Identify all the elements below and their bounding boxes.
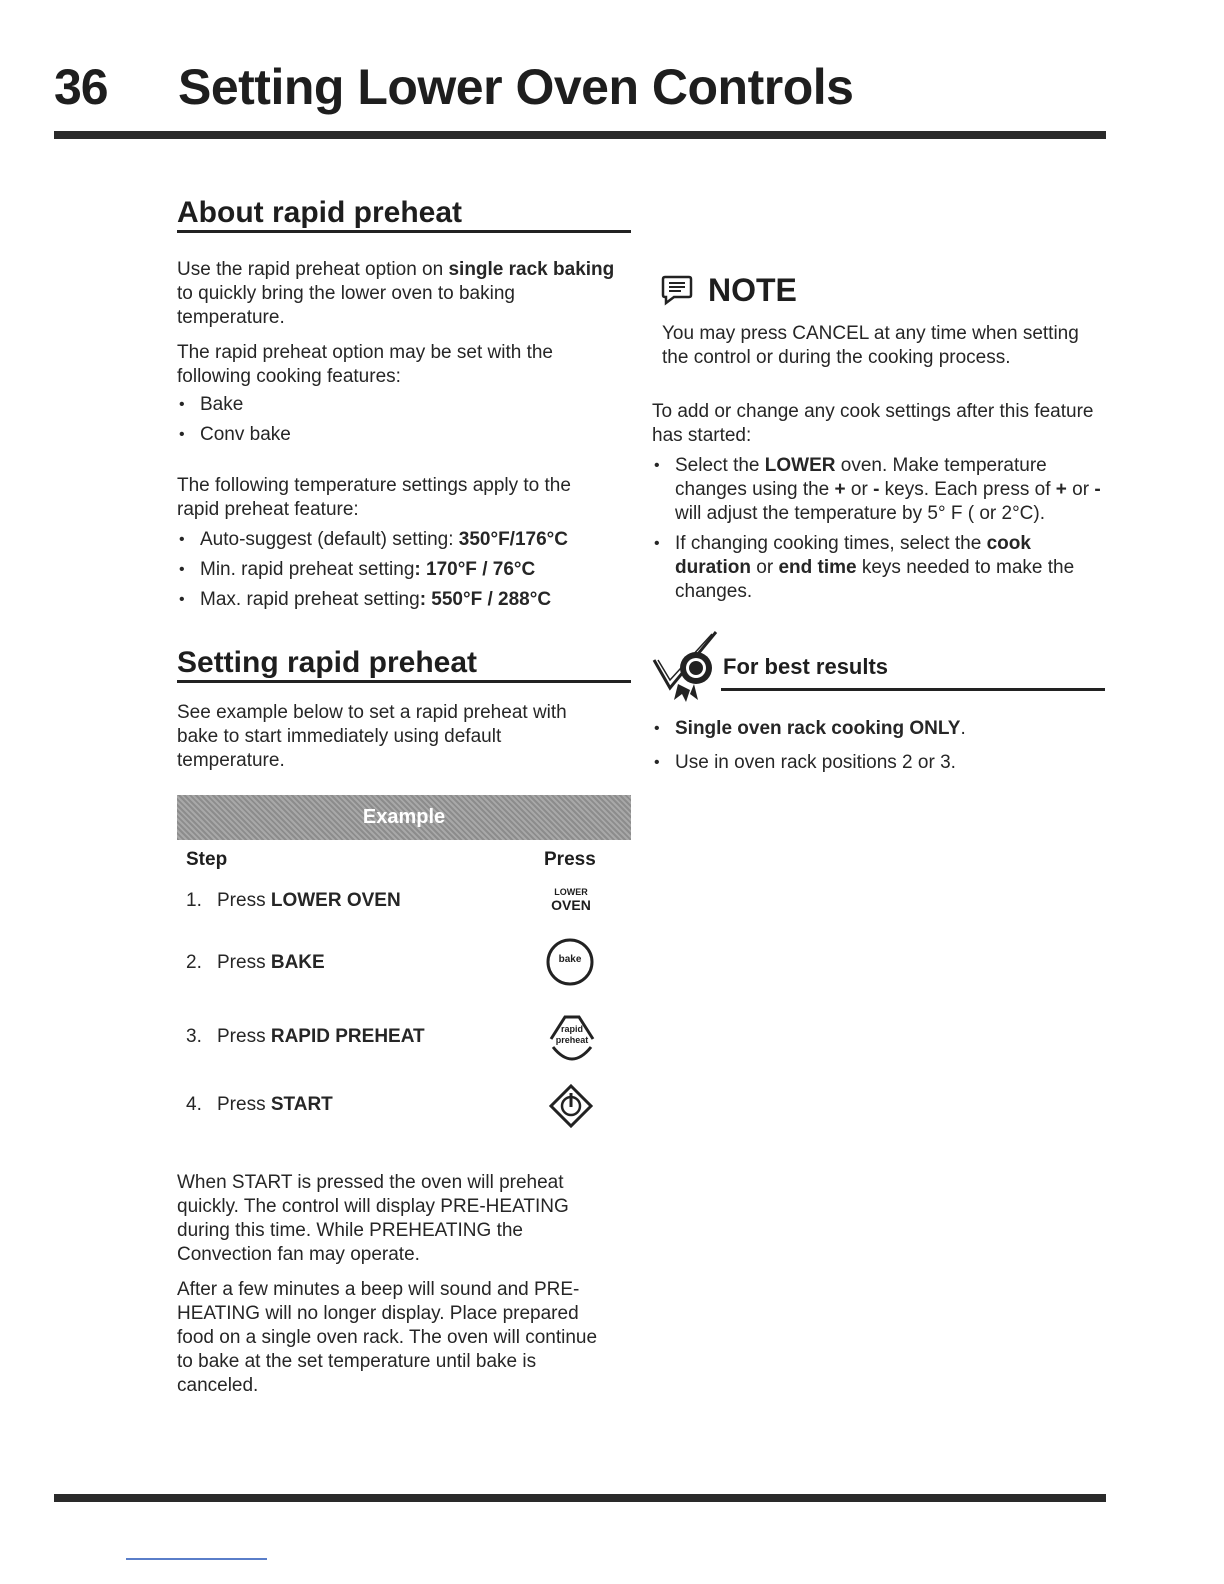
list-item: • Min. rapid preheat setting: 170°F / 76°C [177,558,617,582]
about-paragraph-1: Use the rapid preheat option on single rack baking to quickly bring the lower oven to baking temperature. [177,259,615,328]
setting-intro: See example below to set a rapid preheat with bake to start immediately using default temperature. [177,702,567,771]
list-item: • Max. rapid preheat setting: 550°F / 288°C [177,588,617,612]
list-item: • If changing cooking times, select the cook duration or end time keys needed to make the changes. [652,532,1102,604]
step-3: 3. Press RAPID PREHEAT [186,1026,425,1047]
page-title: Setting Lower Oven Controls [178,59,854,115]
footer-link-line [126,1558,267,1560]
list-item: • Bake [177,393,617,417]
about-paragraph-3: The following temperature settings apply to the rapid preheat feature: [177,475,571,520]
lower-oven-key-icon: LOWER OVEN [551,887,591,913]
best-results-rule [721,688,1105,691]
list-item: • Select the LOWER oven. Make temperature changes using the + or - keys. Each press of + or - will adjust the temperature by 5° F ( or 2°C). [652,454,1102,526]
list-item: • Conv bake [177,423,617,447]
header-rule [54,131,1106,139]
after-paragraph-1: When START is pressed the oven will preheat quickly. The control will display PRE-HEATING during this time. While PREHEATING the Convection fan may operate. [177,1172,569,1265]
note-icon [660,273,694,307]
example-bar: Example [177,795,631,840]
after-body [177,1171,617,1409]
change-intro: To add or change any cook settings after this feature has started: [652,401,1094,446]
change-body [652,400,1102,604]
best-results-title: For best results [723,654,889,679]
step-4: 4. Press START [186,1094,333,1115]
page-number: 36 [54,59,108,115]
step-2: 2. Press BAKE [186,952,325,973]
best-results-list [652,717,1102,775]
note-title: NOTE [708,272,797,308]
rapid-preheat-key-icon: rapid preheat [545,1011,599,1071]
start-key-icon [548,1083,594,1129]
bake-key-icon: bake [545,937,595,987]
press-column-header: Press [544,849,596,870]
change-list [652,454,1102,604]
step-column-header: Step [186,849,228,870]
temp-list [177,528,617,612]
setting-heading: Setting rapid preheat [177,646,631,683]
about-paragraph-2: The rapid preheat option may be set with the following cooking features: [177,342,554,387]
step-1: 1. Press LOWER OVEN [186,890,401,911]
best-results-body [652,717,1102,775]
about-heading: About rapid preheat [177,196,631,233]
about-body [177,258,617,612]
footer-rule [54,1494,1106,1502]
checkmark-ribbon-icon [650,630,718,702]
list-item: • Auto-suggest (default) setting: 350°F/176°C [177,528,617,552]
list-item: • Single oven rack cooking ONLY. [652,717,1102,741]
feature-list [177,393,617,447]
after-paragraph-2: After a few minutes a beep will sound and PRE-HEATING will no longer display. Place prepared food on a single oven rack. The oven will continue to bake at the set temperature until bake is canceled. [177,1279,598,1396]
note-text: You may press CANCEL at any time when setting the control or during the cooking process. [662,323,1079,368]
list-item: • Use in oven rack positions 2 or 3. [652,751,1102,775]
